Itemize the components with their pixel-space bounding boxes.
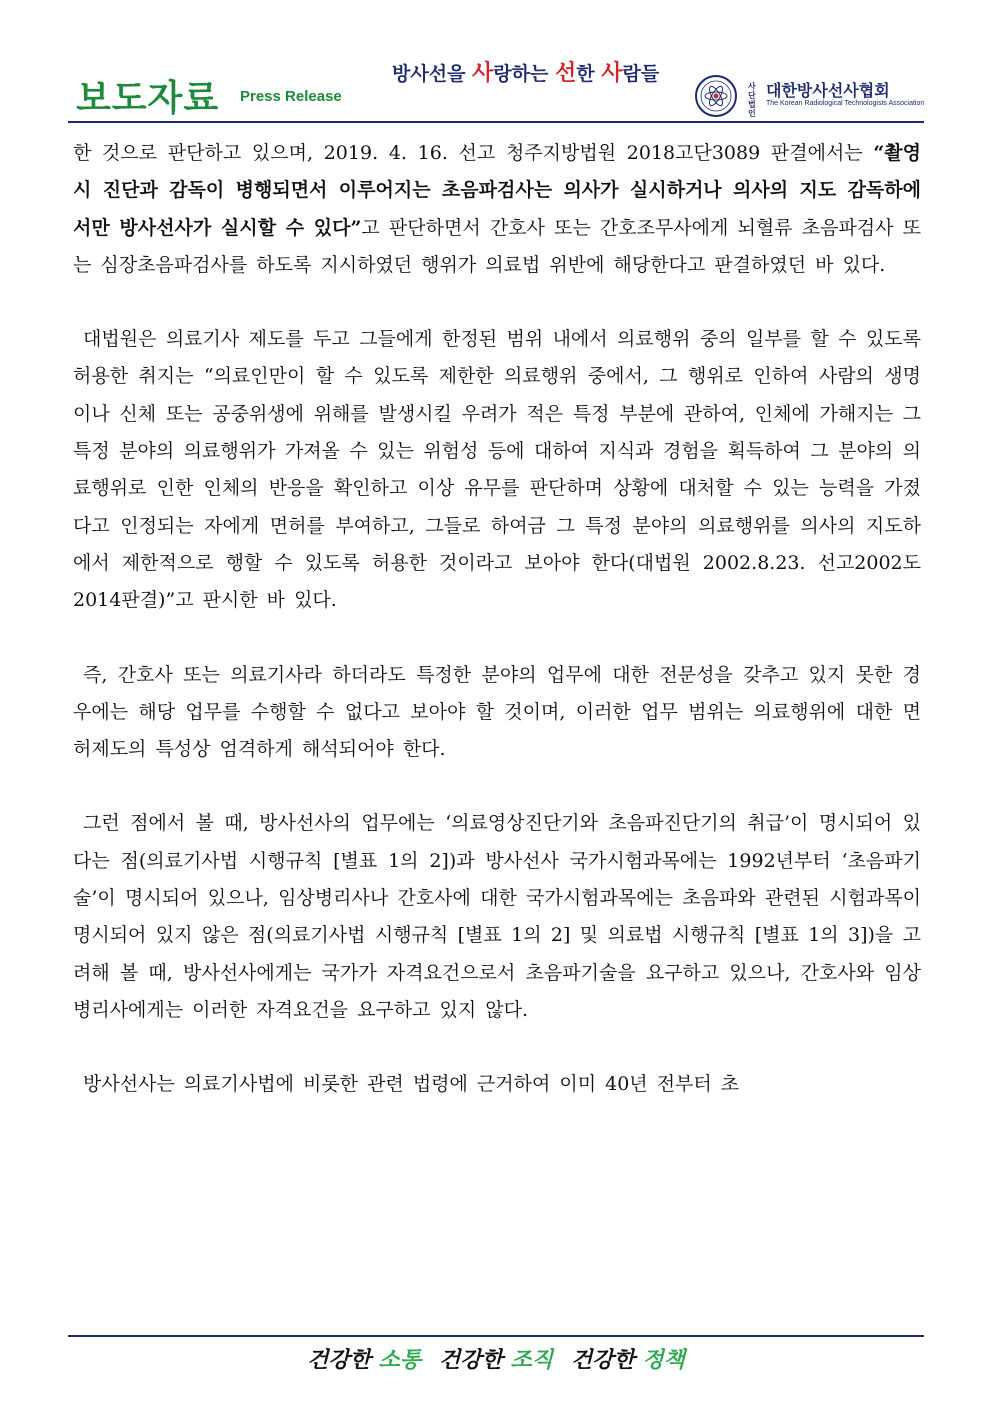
- footer-slogan: [0, 1343, 992, 1374]
- association-english-name: The Korean Radiological Technologists Association: [766, 100, 925, 107]
- bold-quote: “촬영 시 진단과 감독이 병행되면서 이루어지는 초음파검사는 의사가 실시하거나 의사의 지도 감독하에서만 방사선사가 실시할 수 있다”: [73, 142, 921, 239]
- press-release-title: 보도자료: [76, 78, 220, 119]
- footer-highlight: 정책: [642, 1348, 685, 1373]
- footer-highlight: 조직: [510, 1348, 553, 1373]
- text-segment: 즉, 간호사 또는 의료기사라 하더라도 특정한 분야의 업무에 대한 전문성을 갖추고 있지 못한 경우에는 해당 업무를 수행할 수 없다고 보아야 할 것이며, 이러한 업무 범위는 의료행위에 대한 면허제도의 특성상 엄격하게 해석되어야 한다.: [73, 663, 921, 761]
- text-segment: 그런 점에서 볼 때, 방사선사의 업무에는 ‘의료영상진단기와 초음파진단기의 취급’이 명시되어 있다는 점(의료기사법 시행규칙 [별표 1의 2])과 방사선사 국가시험과목에는 1992년부터 ‘초음파기술’이 명시되어 있으나, 임상병리사나 간호사에 대한 국가시험과목에는 초음파와 관련된 시험과목이 명시되어 있지 않은 점(의료기사법 시행규칙 [별표 1의 2] 및 의료법 시행규칙 [별표 1의 3])을 고려해 볼 때, 방사선사에게는 국가가 자격요건으로서 초음파기술을 요구하고 있으나, 간호사와 임상병리사에게는 이러한 자격요건을 요구하고 있지 않다.: [73, 812, 921, 1021]
- footer-word: 건강한: [307, 1348, 379, 1373]
- association-name: 대한방사선사협회: [766, 81, 890, 100]
- paragraph: [73, 1066, 921, 1103]
- text-segment: 방사선사는 의료기사법에 비롯한 관련 법령에 근거하여 이미 40년 전부터 초: [83, 1073, 740, 1096]
- slogan-highlight: 사: [472, 61, 494, 86]
- paragraph: [73, 321, 921, 619]
- slogan-part: 람들: [622, 63, 660, 85]
- footer-divider: [68, 1335, 924, 1337]
- slogan: [392, 56, 659, 87]
- paragraph: [73, 805, 921, 1029]
- body-text: [73, 135, 921, 1104]
- press-release-subtitle: Press Release: [240, 88, 342, 105]
- text-segment: 대법원은 의료기사 제도를 두고 그들에게 한정된 범위 내에서 의료행위 중의 일부를 할 수 있도록 허용한 취지는 “의료인만이 할 수 있도록 제한한 의료행위 중에서, 그 행위로 인하여 사람의 생명이나 신체 또는 공중위생에 위해를 발생시킬 우려가 적은 특정 부분에 관하여, 인체에 가해지는 그 특정 분야의 의료행위가 가져올 수 있는 위험성 등에 대하여 지식과 경험을 획득하여 그 분야의 의료행위로 인한 인체의 반응을 확인하고 이상 유무를 판단하며 상황에 대처할 수 있는 능력을 가졌다고 인정되는 자에게 면허를 부여하고, 그들로 하여금 그 특정 분야의 의료행위를 의사의 지도하에서 제한적으로 행할 수 있도록 허용한 것이라고 보아야 한다(대법원 2002.8.23. 선고2002도2014판결)”고 판시한 바 있다.: [73, 328, 921, 612]
- page-header: [68, 40, 924, 122]
- slogan-part: 랑하는: [493, 63, 555, 85]
- slogan-part: 사선을: [410, 63, 473, 85]
- association-prefix: 사단법인: [748, 82, 756, 118]
- slogan-highlight: 선: [555, 61, 577, 86]
- header-divider: [68, 121, 924, 123]
- footer-word: 건강한: [570, 1348, 643, 1373]
- paragraph: [73, 135, 921, 284]
- text-segment: 한 것으로 판단하고 있으며, 2019. 4. 16. 선고 청주지방법원 2018고단3089 판결에서는: [73, 142, 874, 164]
- footer-highlight: 소통: [378, 1348, 422, 1373]
- slogan-highlight: 사: [601, 61, 623, 86]
- paragraph: [73, 657, 921, 769]
- slogan-part: 방: [392, 63, 411, 85]
- slogan-part: 한: [576, 63, 602, 85]
- text-segment: 고 판단하면서 간호사 또는 간호조무사에게 뇌혈류 초음파검사 또는 심장초음파검사를 하도록 지시하였던 행위가 의료법 위반에 해당한다고 판결하였던 바 있다.: [73, 216, 921, 276]
- association-logo-block: [694, 74, 924, 118]
- footer-word: 건강한: [439, 1348, 511, 1373]
- association-emblem-icon: [694, 74, 738, 118]
